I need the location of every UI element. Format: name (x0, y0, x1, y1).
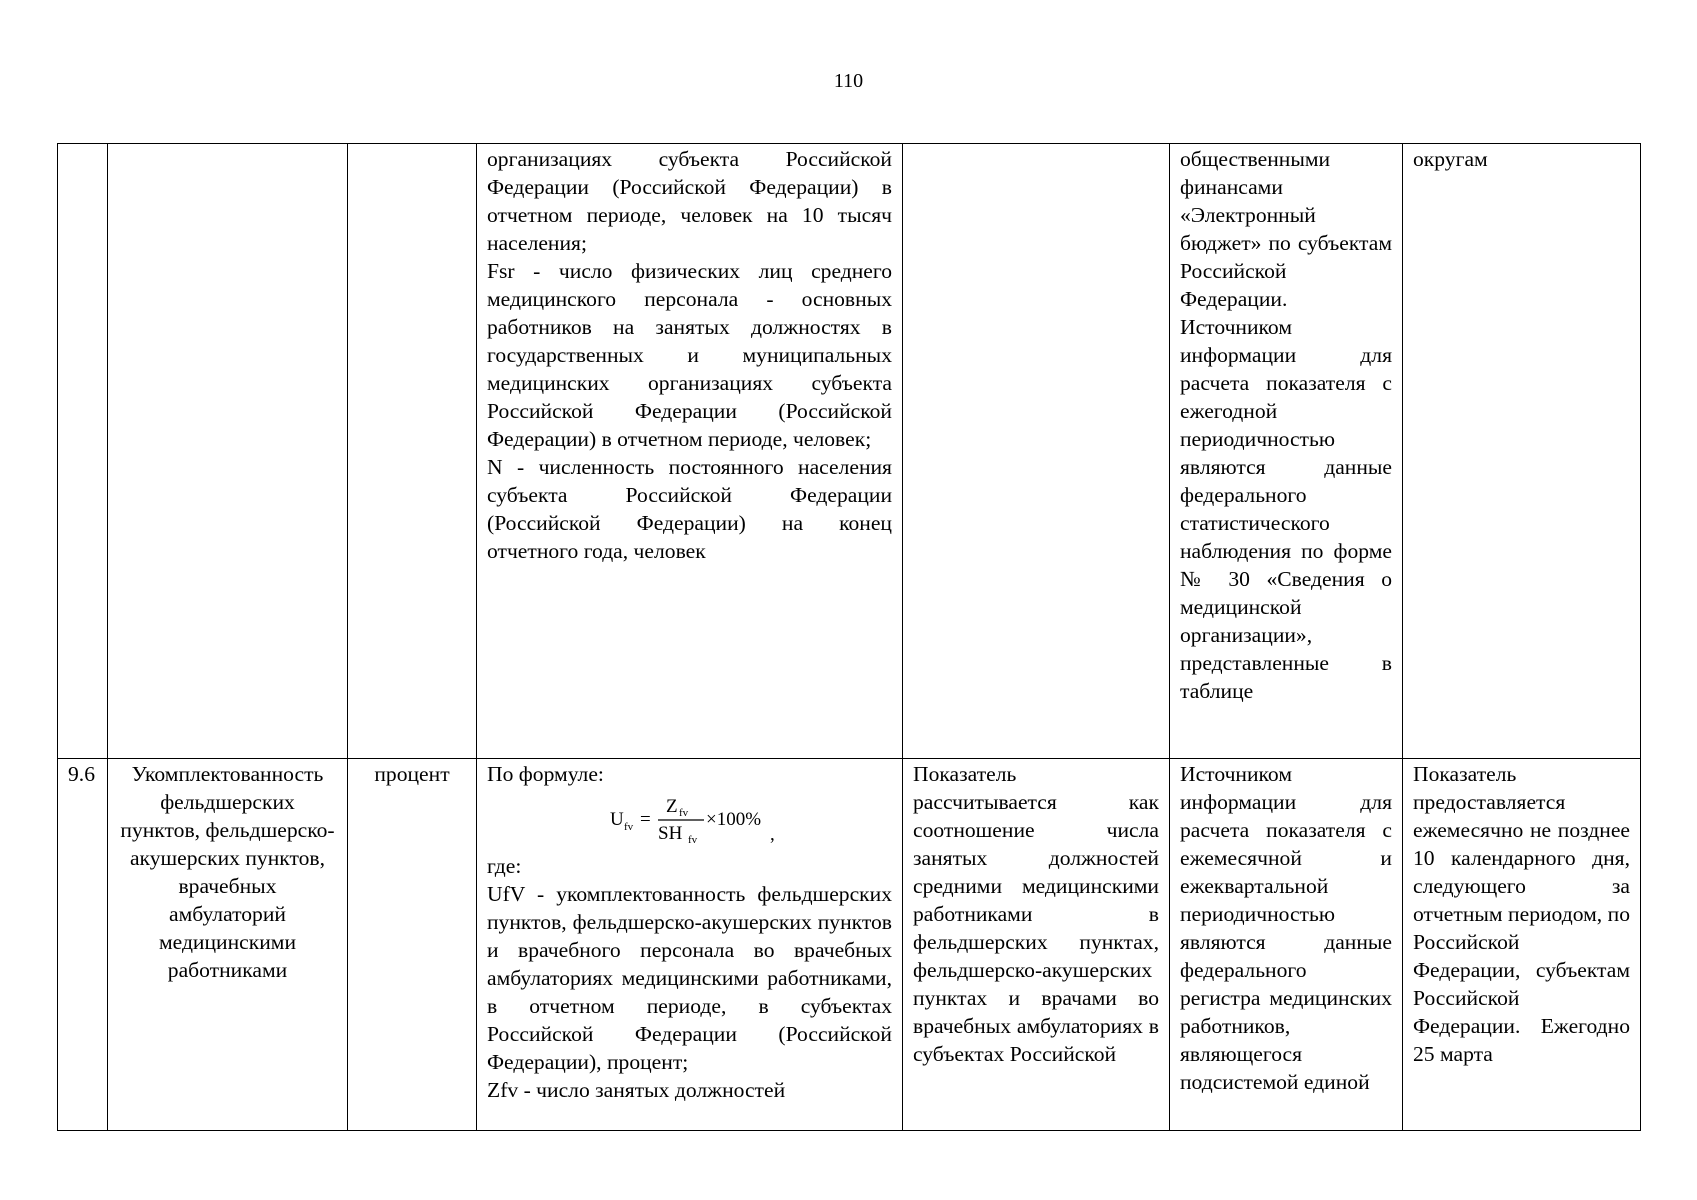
cell-formula (477, 759, 903, 1131)
formula-where: где: (487, 854, 522, 878)
formula-denominator: SH (657, 823, 682, 844)
cell-unit (348, 144, 477, 759)
formula-paragraph: Zfv - число занятых должностей (487, 1078, 786, 1102)
unit-text: процент (374, 762, 450, 786)
formula-trailing: , (769, 824, 775, 845)
cell-source (1170, 144, 1403, 759)
formula-numerator: Z (665, 796, 678, 817)
formula-lhs: U (609, 809, 624, 830)
cell-period (1403, 759, 1641, 1131)
formula-paragraph: UfV - укомплектованность фельдшерских пунктов, фельдшерско-акушерских пунктов и врачебного персонала во врачебных амбулаториях медицинскими работниками, в отчетном периоде, в субъектах Российской Федерации (Российской Федерации), процент; (487, 882, 892, 1074)
formula-paragraph: N - численность постоянного населения субъекта Российской Федерации (Российской Федерации) на конец отчетного года, человек (487, 455, 892, 563)
cell-method (903, 144, 1170, 759)
formula-numerator-sub: fv (678, 807, 688, 819)
formula-svg (600, 790, 780, 848)
formula-paragraph: организациях субъекта Российской Федерации (Российской Федерации) в отчетном периоде, человек на 10 тысяч населения; (487, 147, 892, 255)
formula-paragraph: Fsr - число физических лиц среднего медицинского персонала - основных работников на занятых должностях в государственных и муниципальных медицинских организациях субъекта Российской Федерации (Российской Федерации) в отчетном периоде, человек; (487, 259, 892, 451)
source-text: общественными финансами «Электронный бюджет» по субъектам Российской Федерации. Источником информации для расчета показателя с ежегодной периодичностью являются данные федерального статистического наблюдения по форме № 30 «Сведения о медицинской организации», представленные в таблице (1180, 147, 1392, 703)
formula-multiplier: ×100% (705, 809, 761, 830)
indicator-name: Укомплектованность фельдшерских пунктов, фельдшерско-акушерских пунктов, врачебных амбулаторий медицинскими работниками (120, 762, 335, 982)
formula-denominator-sub: fv (687, 834, 697, 846)
indicator-table (57, 143, 1641, 1131)
cell-number (58, 759, 108, 1131)
formula-expression (487, 790, 892, 852)
table-row (58, 759, 1641, 1131)
formula-equals: = (639, 809, 651, 830)
table-row (58, 144, 1641, 759)
cell-number (58, 144, 108, 759)
cell-formula (477, 144, 903, 759)
period-text: округам (1413, 147, 1488, 171)
cell-method (903, 759, 1170, 1131)
cell-indicator (108, 759, 348, 1131)
formula-intro: По формуле: (487, 762, 604, 786)
page-number: 110 (833, 70, 864, 92)
cell-unit (348, 759, 477, 1131)
cell-period (1403, 144, 1641, 759)
source-text: Источником информации для расчета показателя с ежемесячной и ежеквартальной периодичностью являются данные федерального регистра медицинских работников, являющегося подсистемой единой (1180, 762, 1392, 1094)
formula-lhs-sub: fv (623, 821, 633, 833)
cell-indicator (108, 144, 348, 759)
period-text: Показатель предоставляется ежемесячно не позднее 10 календарного дня, следующего за отчетным периодом, по Российской Федерации, субъектам Российской Федерации. Ежегодно 25 марта (1413, 762, 1630, 1066)
row-number: 9.6 (68, 762, 95, 786)
method-text: Показатель рассчитывается как соотношение числа занятых должностей средними медицинскими работниками в фельдшерских пунктах, фельдшерско-акушерских пунктах и врачами во врачебных амбулаториях в субъектах Российской (913, 762, 1159, 1066)
cell-source (1170, 759, 1403, 1131)
